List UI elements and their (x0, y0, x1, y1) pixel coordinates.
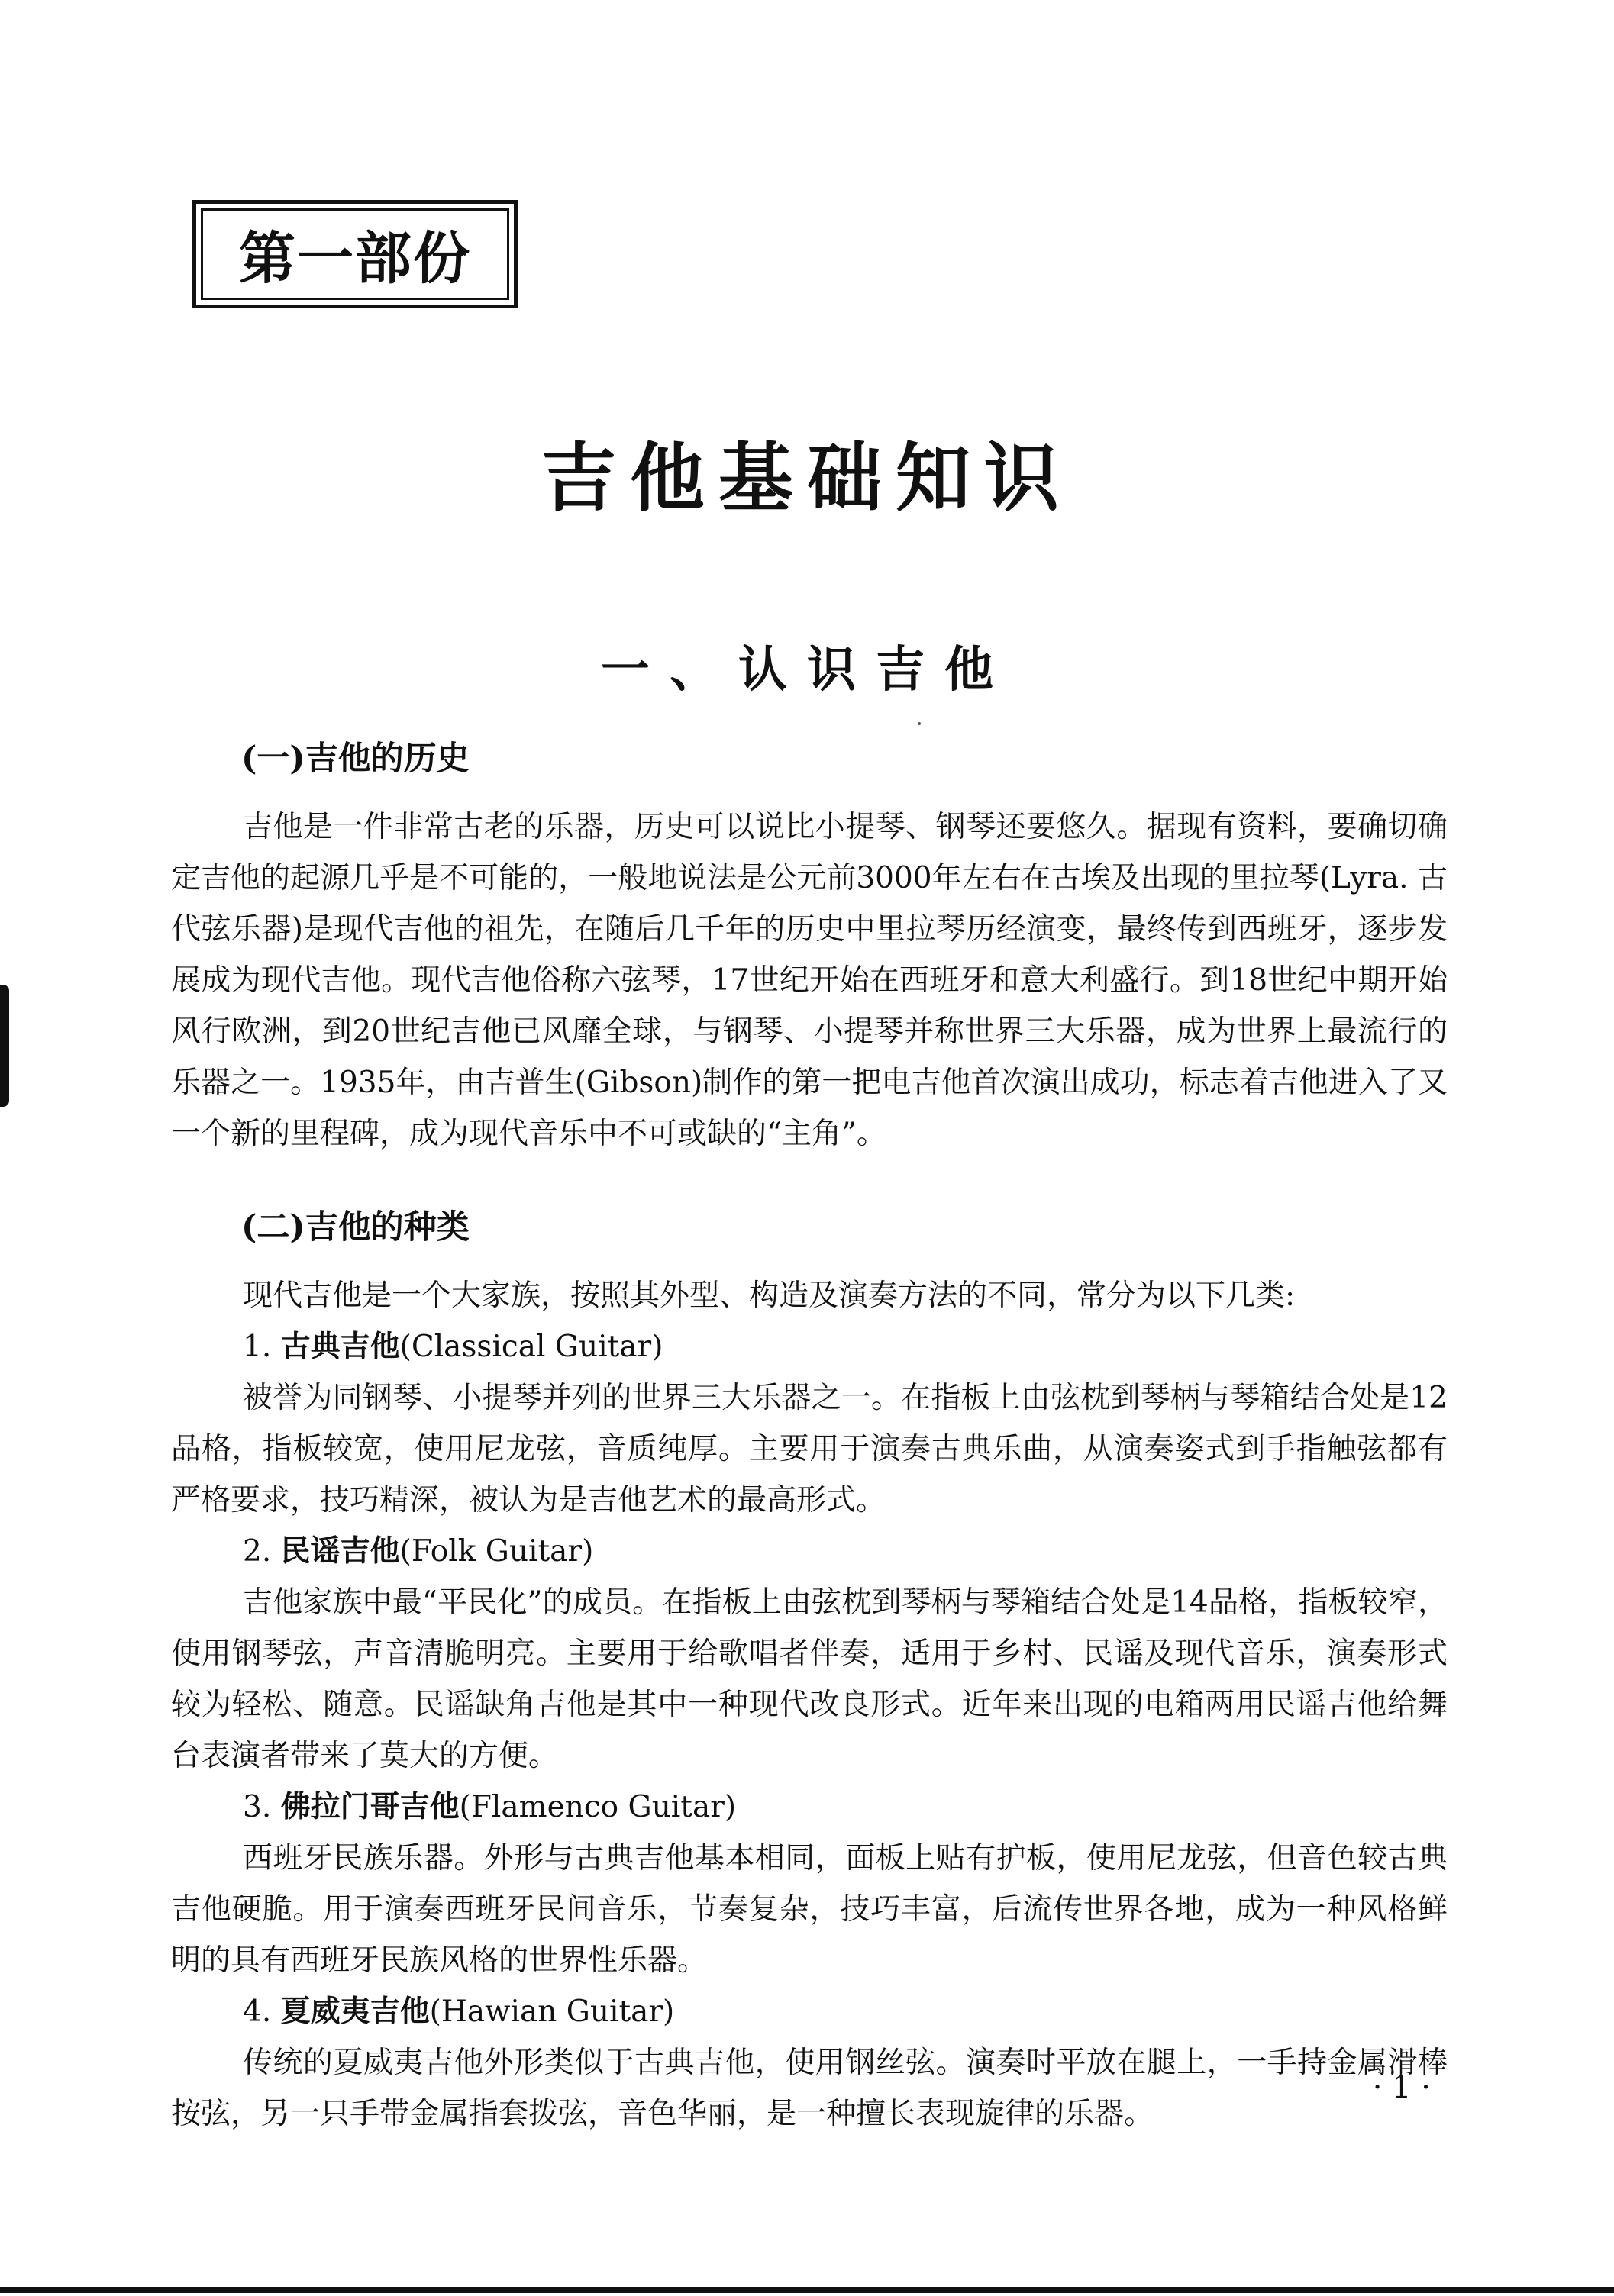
item-english: (Flamenco Guitar) (459, 1790, 737, 1824)
scan-speck (918, 722, 921, 725)
item-english: (Classical Guitar) (399, 1330, 663, 1364)
item-number: 3. (243, 1790, 272, 1824)
bottom-scan-border (0, 2287, 1614, 2293)
guitar-type-description: 被誉为同钢琴、小提琴并列的世界三大乐器之一。在指板上由弦枕到琴柄与琴箱结合处是12品格，指板较宽，使用尼龙弦，音质纯厚。主要用于演奏古典乐曲，从演奏姿式到手指触弦都有严格要求，技巧精深，被认为是吉他艺术的最高形式。 (171, 1381, 1448, 1517)
part-label: 第一部份 (201, 208, 509, 300)
item-name: 民谣吉他 (280, 1533, 400, 1569)
guitar-type-heading (171, 1782, 1448, 1833)
item-number: 1. (243, 1330, 272, 1364)
page-number: · 1 · (1372, 2070, 1431, 2105)
history-body (171, 801, 1448, 1159)
guitar-type-description: 传统的夏威夷吉他外形类似于古典吉他，使用钢丝弦。演奏时平放在腿上，一手持金属滑棒按弦，另一只手带金属指套拨弦，音色华丽，是一种擅长表现旋律的乐器。 (171, 2046, 1448, 2131)
section-heading-types: (二)吉他的种类 (241, 1208, 470, 1246)
guitar-type-heading (171, 1986, 1448, 2037)
guitar-type-heading (171, 1526, 1448, 1577)
item-number: 2. (243, 1534, 272, 1569)
guitar-type-description: 吉他家族中最“平民化”的成员。在指板上由弦枕到琴柄与琴箱结合处是14品格，指板较窄，使用钢琴弦，声音清脆明亮。主要用于给歌唱者伴奏，适用于乡村、民谣及现代音乐，演奏形式较为轻松、随意。民谣缺角吉他是其中一种现代改良形式。近年来出现的电箱两用民谣吉他给舞台表演者带来了莫大的方便。 (171, 1585, 1448, 1773)
types-body (171, 1270, 1448, 2140)
history-paragraph: 吉他是一件非常古老的乐器，历史可以说比小提琴、钢琴还要悠久。据现有资料，要确切确定吉他的起源几乎是不可能的，一般地说法是公元前3000年左右在古埃及出现的里拉琴(Lyra. 古代弦乐器)是现代吉他的祖先，在随后几千年的历史中里拉琴历经演变，最终传到西班牙，逐步发展成为现代吉他。现代吉他俗称六弦琴，17世纪开始在西班牙和意大利盛行。到18世纪中期开始风行欧洲，到20世纪吉他已风靡全球，与钢琴、小提琴并称世界三大乐器，成为世界上最流行的乐器之一。1935年，由吉普生(Gibson)制作的第一把电吉他首次演出成功，标志着吉他进入了又一个新的里程碑，成为现代音乐中不可或缺的“主角”。 (171, 810, 1448, 1151)
scan-edge-mark (0, 985, 9, 1107)
section-heading-history: (一)吉他的历史 (241, 740, 470, 778)
item-english: (Hawian Guitar) (429, 1994, 675, 2029)
item-name: 古典吉他 (280, 1329, 400, 1364)
item-english: (Folk Guitar) (399, 1534, 594, 1569)
item-name: 佛拉门哥吉他 (280, 1789, 460, 1824)
types-intro: 现代吉他是一个大家族，按照其外型、构造及演奏方法的不同，常分为以下几类: (243, 1279, 1296, 1313)
main-title: 吉他基础知识 (541, 435, 1073, 522)
item-name: 夏威夷吉他 (280, 1994, 430, 2029)
guitar-type-description: 西班牙民族乐器。外形与古典吉他基本相同，面板上贴有护板，使用尼龙弦，但音色较古典吉他硬脆。用于演奏西班牙民间音乐，节奏复杂，技巧丰富，后流传世界各地，成为一种风格鲜明的具有西班牙民族风格的世界性乐器。 (171, 1841, 1448, 1978)
item-number: 4. (243, 1994, 272, 2029)
part-label-box (192, 200, 518, 308)
chapter-title: 一、认识吉他 (601, 642, 1013, 698)
guitar-type-heading (171, 1321, 1448, 1372)
